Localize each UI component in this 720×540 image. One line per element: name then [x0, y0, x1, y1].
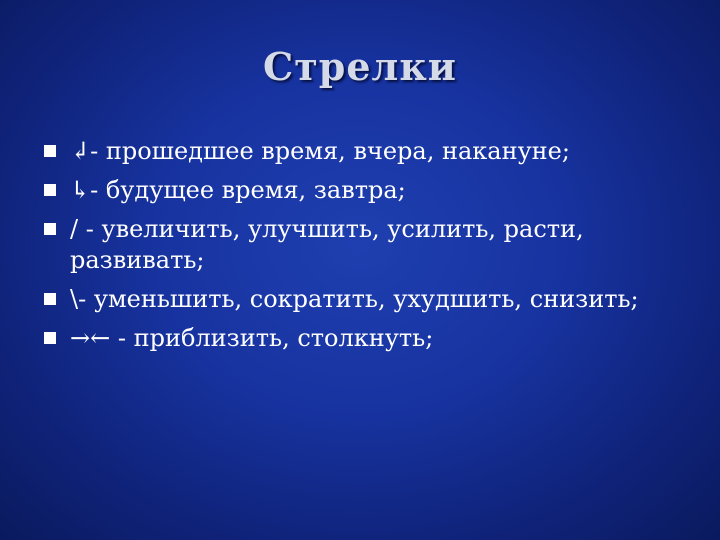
square-bullet-icon — [44, 332, 56, 344]
square-bullet-icon — [44, 184, 56, 196]
square-bullet-icon — [44, 223, 56, 235]
bullet-text: / - увеличить, улучшить, усилить, расти, развивать; — [70, 215, 584, 274]
square-bullet-icon — [44, 145, 56, 157]
list-item — [44, 175, 704, 206]
bullet-list — [44, 136, 704, 362]
bullet-text: ↳- будущее время, завтра; — [70, 176, 406, 204]
list-item — [44, 284, 704, 315]
bullet-text: →← - приблизить, столкнуть; — [70, 324, 434, 352]
list-item — [44, 214, 704, 276]
slide-title: Стрелки — [263, 44, 457, 89]
square-bullet-icon — [44, 293, 56, 305]
bullet-text: ↲- прошедшее время, вчера, накануне; — [70, 137, 570, 165]
bullet-text: \- уменьшить, сократить, ухудшить, снизить; — [70, 285, 639, 313]
list-item — [44, 136, 704, 167]
list-item — [44, 323, 704, 354]
